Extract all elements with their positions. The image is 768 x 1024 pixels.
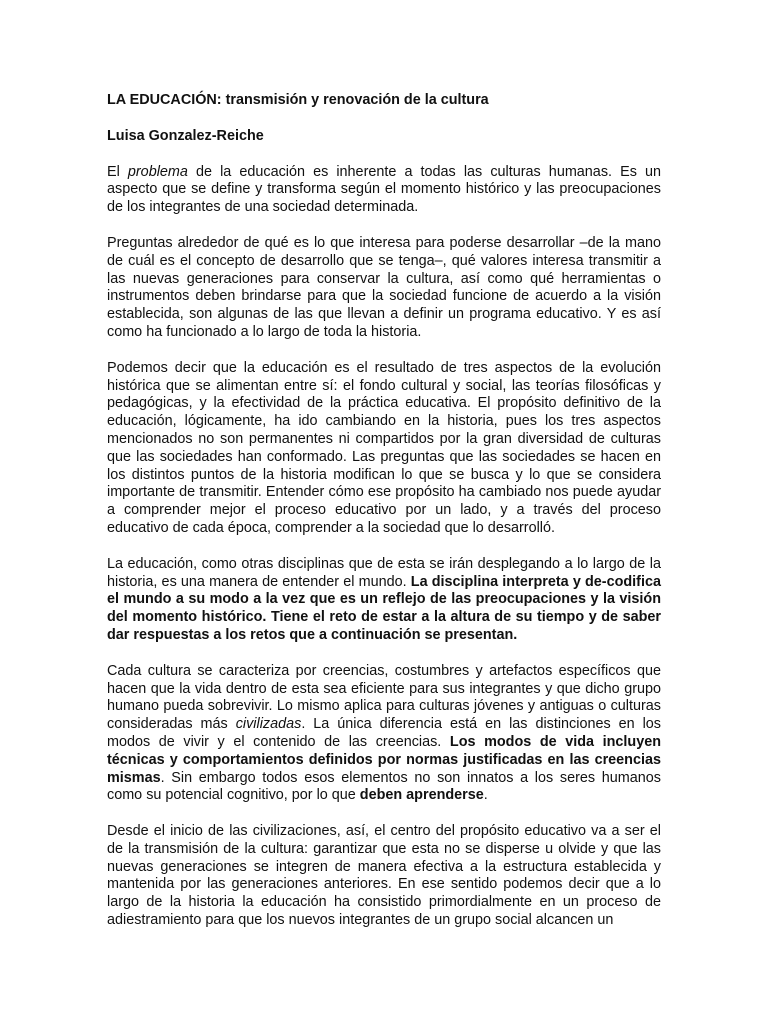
document-title: LA EDUCACIÓN: transmisión y renovación de la cultura <box>107 92 489 108</box>
text-run: de la educación es inherente a todas las culturas humanas. Es un aspecto que se define y transforma según el momento histórico y las preocupaciones de los integrantes de una sociedad determinada. <box>107 163 661 216</box>
text-run: . Sin embargo todos esos elementos no son innatos a los seres humanos como su potencial cognitivo, por lo que <box>107 769 661 804</box>
paragraph-2 <box>107 235 661 342</box>
italic-run: problema <box>127 163 188 180</box>
document-author: Luisa Gonzalez-Reiche <box>107 127 264 144</box>
paragraph-5 <box>107 663 661 805</box>
paragraph-3 <box>107 360 661 538</box>
text-run: . <box>483 787 488 804</box>
text-run: La educación, como otras disciplinas que de esta se irán desplegando a lo largo de la historia, es una manera de entender el mundo. <box>107 555 661 590</box>
text-run: Preguntas alrededor de qué es lo que interesa para poderse desarrollar –de la mano de cuál es el concepto de desarrollo que se tenga–, qué valores interesa transmitir a las nuevas generaciones para conservar la cultura, así como qué herramientas o instrumentos deben brindarse para que la sociedad funcione de acuerdo a la visión establecida, son algunas de las que llevan a definir un programa educativo. Y es así como ha funcionado a lo largo de toda la historia. <box>107 234 661 340</box>
text-run: Desde el inicio de las civilizaciones, así, el centro del propósito educativo va a ser el de la transmisión de la cultura: garantizar que esta no se disperse u olvide y que las nuevas generaciones se integren de manera efectiva a la estructura establecida y mantenida por las generaciones anteriores. En ese sentido podemos decir que a lo largo de la historia la educación ha consistido primordialmente en un proceso de adiestramiento para que los nuevos integrantes de un grupo social alcancen un <box>107 823 661 929</box>
italic-run: civilizadas <box>235 716 302 733</box>
text-run: El <box>107 163 128 180</box>
document-body <box>107 92 661 930</box>
bold-run: deben aprenderse <box>359 787 484 804</box>
text-run: Cada cultura se caracteriza por creencias, costumbres y artefactos específicos que hacen que la vida dentro de esta sea eficiente para sus integrantes y que dicho grupo humano pueda sobrevivir. Lo mismo aplica para culturas jóvenes y antiguas o culturas consideradas más <box>107 662 661 733</box>
bold-run: Los modos de vida incluyen técnicas y comportamientos definidos por normas justificadas en las creencias mismas <box>107 733 661 786</box>
paragraph-6 <box>107 823 661 930</box>
paragraph-1 <box>107 164 661 217</box>
text-run: . La única diferencia está en las distinciones en los modos de vivir y el contenido de las creencias. <box>107 716 661 750</box>
paragraph-4 <box>107 556 661 645</box>
text-run: Podemos decir que la educación es el resultado de tres aspectos de la evolución histórica que se alimentan entre sí: el fondo cultural y social, las teorías filosóficas y pedagógicas, y la efectividad de la práctica educativa. El propósito definitivo de la educación, lógicamente, ha ido cambiando en la historia, pues los tres aspectos mencionados no son permanentes ni compartidos por la gran diversidad de culturas que las sociedades han conformado. Las preguntas que las sociedades se hacen en los distintos puntos de la historia modifican lo que se busca y lo que se considera importante de transmitir. Entender cómo ese propósito ha cambiado nos puede ayudar a comprender mejor el proceso educativo por un lado, y a través del proceso educativo de cada época, comprender a la sociedad que lo desarrolló. <box>107 359 661 536</box>
bold-run: La disciplina interpreta y de-codifica el mundo a su modo a la vez que es un reflejo de las preocupaciones y la visión del momento histórico. Tiene el reto de estar a la altura de su tiempo y de saber dar respuestas a los retos que a continuación se presentan. <box>107 573 661 643</box>
